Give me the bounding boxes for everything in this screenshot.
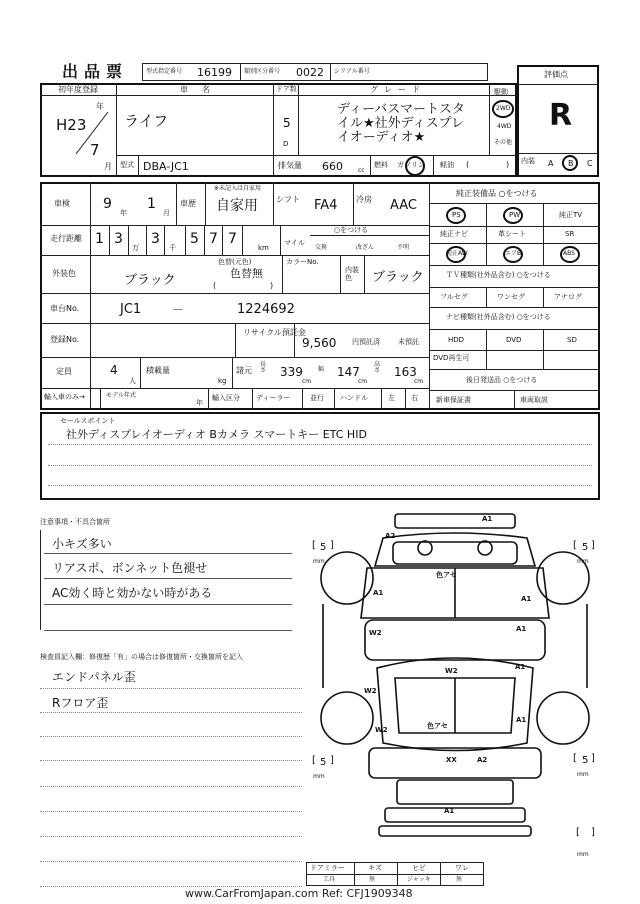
- height-unit: cm: [414, 378, 424, 385]
- mark-12: W2: [375, 726, 388, 734]
- sales-points-label: セールスポイント: [60, 417, 116, 425]
- model-cert-no: 16199: [197, 66, 232, 79]
- equip-airbag: エアB: [505, 250, 522, 257]
- equip-abs: ABS: [563, 250, 575, 257]
- first-reg-month: 7: [90, 141, 100, 159]
- equip-aw: 純正AW: [446, 250, 468, 257]
- mileage-digit-2: 3: [114, 231, 123, 247]
- doors-label: ドア数: [276, 85, 297, 93]
- aftermarket-manual: 車両取説: [520, 396, 548, 404]
- first-reg-label: 初年度登録: [58, 85, 98, 94]
- rating-value: R: [549, 98, 573, 133]
- usage-value: 自家用: [216, 198, 258, 214]
- mark-10: W2: [364, 687, 377, 695]
- grade-line2: イル★社外ディスプレ: [337, 116, 465, 131]
- mileage-digit-3: 3: [151, 231, 160, 247]
- mark-13: 色アセ: [427, 722, 448, 730]
- mileage-digit-4: 5: [190, 231, 199, 247]
- legend-tools-val: 無: [369, 876, 376, 883]
- model-year-unit: 年: [196, 399, 203, 407]
- equip-sr: SR: [565, 230, 575, 238]
- displacement-unit: cc: [358, 167, 365, 174]
- mark-4: A1: [373, 589, 384, 597]
- meter-label: マイル: [284, 239, 305, 247]
- load-label: 積載量: [146, 366, 170, 375]
- mark-11: A1: [516, 716, 527, 724]
- tv-oneseg: ワンセグ: [497, 293, 525, 301]
- recycle-status: 未預託: [398, 338, 419, 346]
- navi-sd: SD: [567, 336, 577, 344]
- equip-pw-circle: [503, 207, 523, 224]
- mileage-label: 走行距離: [50, 234, 82, 243]
- first-reg-year: H23: [56, 116, 87, 134]
- interior-label: 内装: [521, 157, 535, 165]
- interior-grade-a: A: [548, 159, 554, 168]
- inspector-line-2: Rフロア歪: [52, 696, 109, 710]
- fuel-circle: [405, 156, 425, 176]
- height-label: 高さ: [374, 361, 381, 374]
- navi-dvd: DVD: [506, 336, 522, 344]
- width-label: 幅: [318, 366, 325, 373]
- equip-leather: 革シート: [498, 230, 526, 238]
- equip-pw: PW: [509, 211, 521, 219]
- shaken-year-unit: 年: [120, 209, 127, 217]
- legend-scratch: キズ: [368, 864, 382, 872]
- color-change-label: 色替(元色): [218, 258, 252, 266]
- mark-1: A1: [482, 515, 493, 523]
- drive-label: 駆動: [494, 88, 508, 96]
- handle-left: 左: [388, 394, 395, 402]
- tire-rl-unit: mm: [313, 773, 325, 780]
- tire-rr-unit: mm: [577, 771, 589, 778]
- equipment-header: 純正装備品 ○をつける: [456, 189, 538, 198]
- shaken-month: 1: [147, 196, 156, 212]
- grade-line3: イオーディオ★: [337, 130, 426, 145]
- grade-line1: ディーバスマートスタ: [337, 102, 465, 117]
- model-year-label: モデル年式: [106, 392, 136, 399]
- equip-abs-circle: [560, 246, 580, 263]
- interior-grade-circle: [562, 155, 578, 171]
- shift-value: FA4: [314, 198, 338, 213]
- aftermarket-warranty: 新車保証書: [436, 396, 471, 404]
- load-unit: kg: [218, 377, 227, 385]
- mark-8: W2: [445, 667, 458, 675]
- equip-aw-circle: [446, 246, 466, 263]
- diesel-label: 軽油: [440, 161, 454, 169]
- fuel-label: 燃料: [374, 161, 388, 169]
- displacement-value: 660: [322, 160, 343, 173]
- usage-label: 車歴: [180, 199, 196, 208]
- class-no: 0022: [296, 66, 324, 79]
- footer-watermark: www.CarFromJapan.com Ref: CFJ1909348: [185, 887, 413, 900]
- door-suffix: D: [283, 140, 289, 148]
- tire-rl-value: 5: [320, 757, 327, 768]
- legend-tools: 工具: [323, 876, 336, 883]
- color-no-label: カラーNo.: [286, 258, 319, 266]
- mileage-man-unit: 万: [132, 244, 139, 252]
- chassis-dash: －: [172, 303, 185, 317]
- year-label: 年: [96, 102, 104, 111]
- shaken-year: 9: [103, 196, 112, 212]
- grade-label: グレード: [370, 85, 426, 94]
- int-color-value: ブラック: [372, 270, 424, 285]
- import-dealer: ディーラー: [256, 394, 291, 402]
- notes-label: 注意事項・不具合箇所: [40, 518, 110, 526]
- tv-header: ＴＶ種類(社外品含む) ○をつける: [446, 271, 551, 279]
- meter-tamper: 改ざん: [356, 244, 375, 251]
- mark-5: A1: [521, 595, 532, 603]
- ext-color-label: 外装色: [52, 269, 76, 278]
- serial-label: シリアル番号: [334, 68, 370, 75]
- model-cert-label: 型式指定番号: [146, 68, 183, 75]
- sales-points-text: 社外ディスプレイオーディオ Bカメラ スマートキー ETC HID: [66, 428, 367, 441]
- legend-mirror: ドアミラー: [310, 864, 345, 872]
- legend-crack: ヒビ: [412, 864, 426, 872]
- equip-ps: PS: [452, 211, 461, 219]
- drive-4wd: 4WD: [497, 123, 512, 130]
- dvd-playback: DVD再生可: [433, 354, 470, 362]
- equip-ps-circle: [446, 207, 466, 224]
- mark-14: XX: [446, 756, 457, 764]
- width-value: 147: [337, 365, 360, 379]
- import-type-label: 輸入区分: [212, 394, 240, 402]
- note-line-2: リアスポ、ボンネット色褪せ: [52, 561, 208, 575]
- spare-tire-unit: mm: [577, 851, 589, 858]
- inspector-line-1: エンドパネル歪: [52, 670, 136, 684]
- int-color-label: 内装色: [345, 266, 359, 283]
- mark-3: 色アセ: [436, 571, 457, 579]
- usage-note: ※未記入は自家用: [214, 185, 262, 192]
- recycle-value: 9,560: [302, 336, 337, 350]
- capacity-label: 定員: [56, 367, 72, 376]
- shaken-label: 車検: [54, 199, 70, 208]
- month-label: 月: [104, 162, 112, 171]
- mark-16: A1: [444, 807, 455, 815]
- meter-exchange: 交換: [315, 244, 328, 251]
- width-unit: cm: [358, 378, 368, 385]
- class-label: 類別区分番号: [244, 68, 281, 75]
- note-line-3: AC効く時と効かない時がある: [52, 586, 213, 600]
- ac-label: 冷房: [356, 195, 372, 204]
- capacity-unit: 人: [129, 377, 136, 385]
- name-label: 車名: [180, 85, 224, 94]
- doors-value: 5: [283, 116, 291, 130]
- mileage-digit-1: 1: [95, 231, 104, 247]
- aftermarket-header: 後日発送品 ○をつける: [466, 376, 538, 384]
- mark-2: A2: [385, 532, 396, 540]
- length-unit: cm: [302, 378, 312, 385]
- mileage-sen-unit: 千: [169, 244, 176, 252]
- drive-other: その他: [494, 139, 513, 146]
- length-label: 長さ: [260, 361, 267, 374]
- legend-jack: ジャッキ: [407, 876, 431, 883]
- mark-15: A2: [477, 756, 488, 764]
- model-label: 型式: [120, 161, 134, 169]
- drive-2wd-circle: [492, 100, 514, 118]
- mark-6: W2: [369, 629, 382, 637]
- import-parallel: 並行: [310, 394, 324, 402]
- shaken-month-unit: 月: [163, 209, 170, 217]
- mark-9: A1: [515, 663, 526, 671]
- equip-airbag-circle: [503, 246, 523, 263]
- mileage-km-unit: km: [258, 244, 269, 252]
- meter-unknown: 不明: [397, 244, 410, 251]
- tire-fl-value: 5: [320, 542, 327, 553]
- note-line-1: 小キズ多い: [52, 537, 112, 551]
- interior-grade-c: C: [587, 159, 593, 168]
- reg-no-label: 登録No.: [50, 335, 80, 344]
- capacity-value: 4: [110, 363, 118, 377]
- tire-rr-value: 5: [582, 755, 589, 766]
- import-label: 輸入車のみ→: [44, 393, 85, 401]
- chassis-label: 車台No.: [50, 304, 80, 313]
- drive-2wd: 2WD: [496, 105, 511, 112]
- meter-header: ○をつける: [334, 226, 369, 234]
- tire-fl-unit: mm: [313, 558, 325, 565]
- sales-points-box: [40, 412, 600, 500]
- handle-label: ハンドル: [340, 394, 368, 402]
- displacement-label: 排気量: [278, 161, 302, 170]
- navi-hdd: HDD: [448, 336, 465, 344]
- chassis-prefix: JC1: [120, 302, 142, 317]
- mark-7: A1: [516, 625, 527, 633]
- tire-fr-unit: mm: [577, 558, 589, 565]
- rating-label: 評価点: [544, 70, 568, 79]
- navi-header: ナビ種類(社外品含む) ○をつける: [446, 313, 551, 321]
- color-change-value: 色替無: [230, 267, 263, 280]
- length-value: 339: [280, 365, 303, 379]
- legend-break: ワレ: [455, 864, 469, 872]
- tv-fullseg: フルセグ: [440, 293, 468, 301]
- tv-analog: アナログ: [554, 293, 582, 301]
- mileage-digit-6: 7: [228, 231, 237, 247]
- inspector-label: 検査員記入欄：修復歴「有」の場合は修復箇所・交換箇所を記入: [40, 653, 243, 661]
- recycle-label: リサイクル預託金: [243, 328, 306, 337]
- legend-jack-val: 無: [456, 876, 463, 883]
- fuel-value: ガソリン: [397, 161, 425, 169]
- height-value: 163: [394, 365, 417, 379]
- tire-fr-value: 5: [582, 542, 589, 553]
- form-title: 出品票: [62, 62, 129, 81]
- ac-value: AAC: [390, 198, 417, 213]
- car-name: ライフ: [124, 112, 169, 130]
- car-damage-diagram: [305, 508, 605, 864]
- handle-right: 右: [411, 394, 418, 402]
- shift-label: シフト: [276, 195, 300, 204]
- equip-navi: 純正ナビ: [440, 230, 468, 238]
- ext-color-value: ブラック: [124, 273, 176, 288]
- interior-grade-b: B: [568, 159, 574, 168]
- recycle-unit: 円預託済: [352, 338, 380, 346]
- chassis-number: 1224692: [237, 302, 295, 317]
- mileage-digit-5: 7: [209, 231, 218, 247]
- model-value: DBA-JC1: [143, 160, 189, 173]
- equip-tv: 純正TV: [559, 211, 583, 219]
- dims-label: 諸元: [236, 366, 252, 375]
